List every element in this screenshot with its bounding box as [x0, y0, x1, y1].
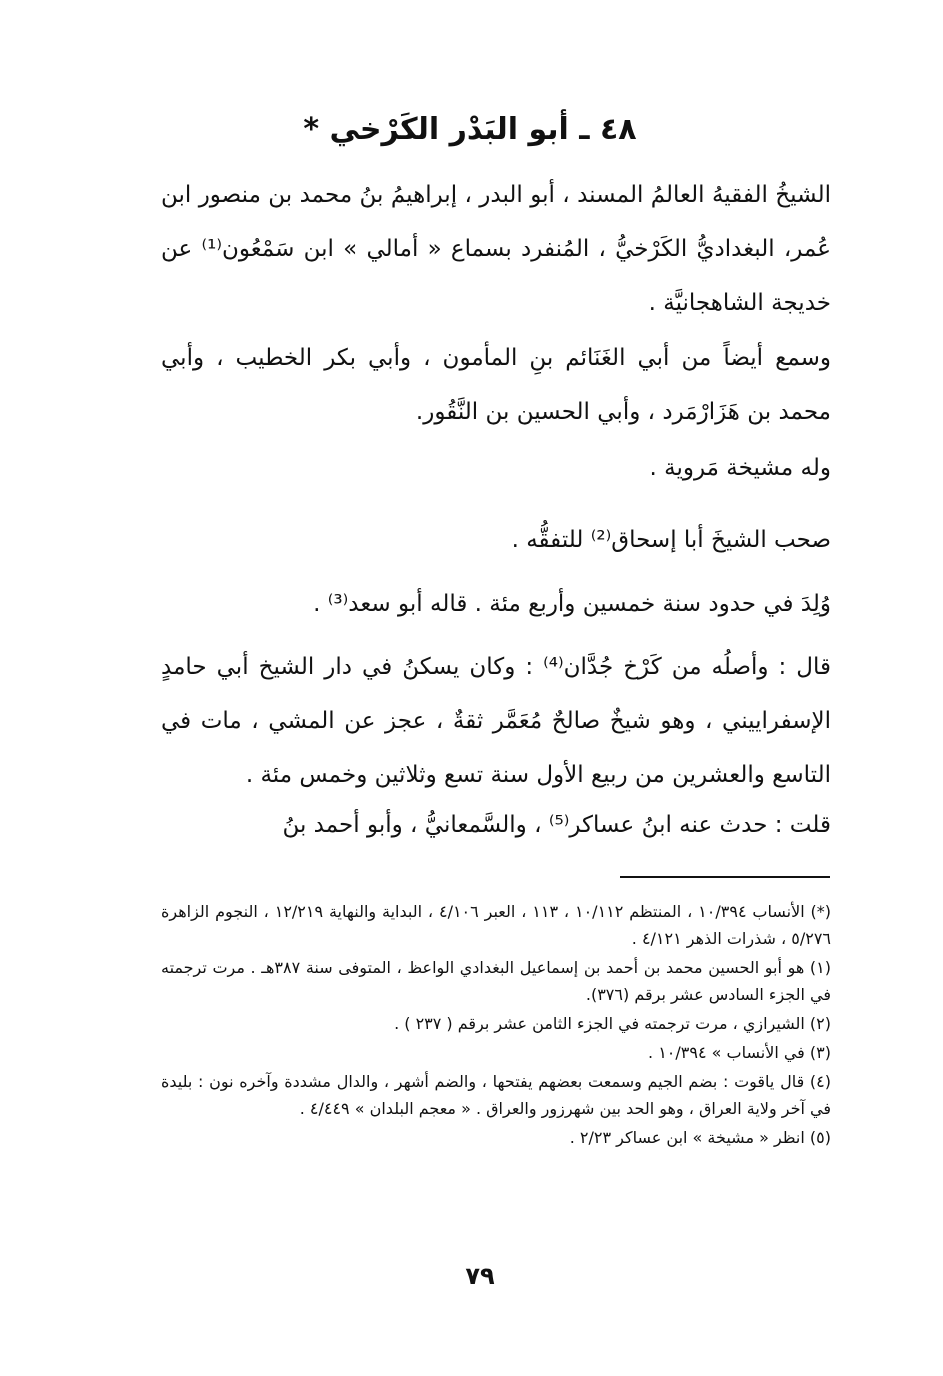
paragraph-6: قال : وأصلُه من كَرْخ جُدَّان⁽⁴⁾ : وكان يسكنُ في دار الشيخ أبي حامدٍ الإسفراييني ، وهو شيخٌ صالحٌ مُعَمَّر ثقةٌ ، عجز عن المشي ، مات في التاسع والعشرين من ربيع الأول سنة تسع وثلاثين وخمس مئة . [161, 654, 831, 788]
chapter-title: ٤٨ ـ أبو البَدْر الكَرْخي * [303, 112, 637, 147]
footnotes-section [161, 898, 831, 1153]
paragraph-1: الشيخُ الفقيهُ العالمُ المسند ، أبو البدر ، إبراهيمُ بنُ محمد بن منصور ابن عُمر، البغداديُّ الكَرْخيُّ ، المُنفرد بسماع « أمالي » ابن سَمْعُون⁽¹⁾ عن خديجة الشاهجانيَّة . [161, 182, 831, 316]
paragraph-2: وسمع أيضاً من أبي الغَنَائم بنِ المأمون ، وأبي بكر الخطيب ، وأبي محمد بن هَزَارْمَرد ، وأبي الحسين بن النَّقُور. [161, 345, 831, 425]
paragraph-7: قلت : حدث عنه ابنُ عساكر⁽⁵⁾ ، والسَّمعانيُّ ، وأبو أحمد بنُ [282, 812, 831, 838]
footnote-source: (*) الأنساب ١٠/٣٩٤ ، المنتظم ١٠/١١٢ ، ١١٣ ، العبر ٤/١٠٦ ، البداية والنهاية ١٢/٢١٩ ، النجوم الزاهرة ٥/٢٧٦ ، شذرات الذهر ٤/١٢١ . [161, 902, 832, 948]
page-number: ٧٩ [465, 1262, 495, 1290]
footnote-2: (٢) الشيرازي ، مرت ترجمته في الجزء الثامن عشر برقم ( ٢٣٧ ) . [394, 1014, 831, 1033]
paragraph-3: وله مشيخة مَروية . [649, 455, 831, 481]
footnote-3: (٣) في الأنساب » ١٠/٣٩٤ . [648, 1043, 831, 1062]
paragraph-5: وُلِدَ في حدود سنة خمسين وأربع مئة . قاله أبو سعد⁽³⁾ . [313, 591, 831, 617]
footnote-divider [620, 876, 830, 878]
footnote-5: (٥) انظر « مشيخة » ابن عساكر ٢/٢٣ . [569, 1128, 831, 1147]
paragraph-4: صحب الشيخَ أبا إسحاق⁽²⁾ للتفقُّه . [511, 527, 831, 553]
footnote-4: (٤) قال ياقوت : بضم الجيم وسمعت بعضهم يفتحها ، والضم أشهر ، والدال مشددة وآخره نون : بليدة في آخر ولاية العراق ، وهو الحد بين شهرزور والعراق . « معجم البلدان » ٤/٤٤٩ . [161, 1072, 831, 1118]
footnote-1: (١) هو أبو الحسين محمد بن أحمد بن إسماعيل البغدادي الواعظ ، المتوفى سنة ٣٨٧هـ . مرت ترجمته في الجزء السادس عشر برقم (٣٧٦). [161, 958, 831, 1004]
